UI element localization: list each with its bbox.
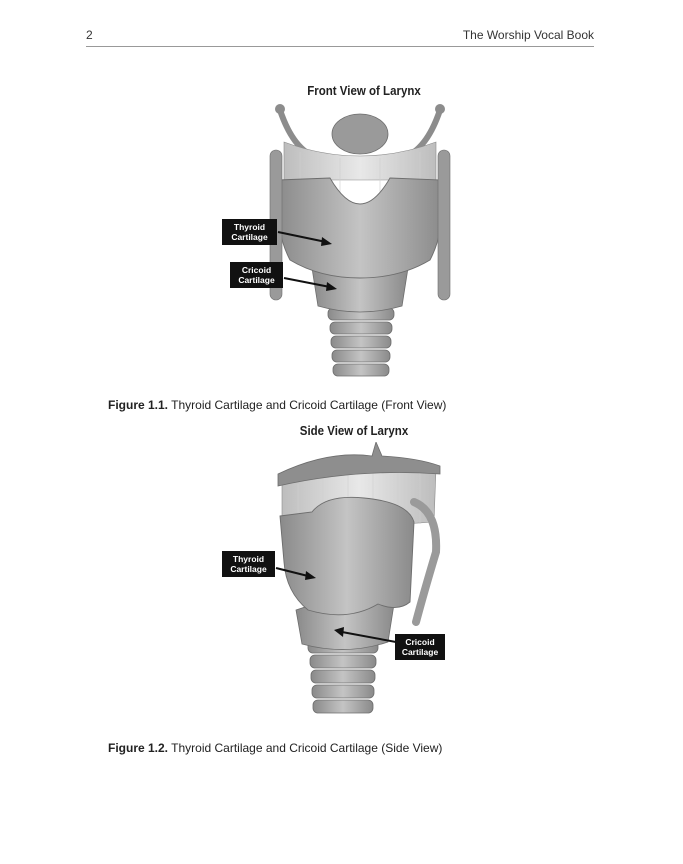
- page-header: [86, 28, 594, 47]
- figure-2-thyroid-arrow: [274, 564, 320, 584]
- figure-1-caption-text: Thyroid Cartilage and Cricoid Cartilage (Front View): [168, 398, 447, 412]
- running-title: The Worship Vocal Book: [462, 28, 594, 42]
- figure-2-cricoid-label: Cricoid Cartilage: [395, 634, 445, 660]
- figure-1-cricoid-label: Cricoid Cartilage: [230, 262, 283, 288]
- page-number: 2: [86, 28, 93, 42]
- figure-1-thyroid-arrow: [276, 226, 336, 250]
- figure-1-caption-number: Figure 1.1.: [108, 398, 169, 412]
- figure-1-caption: [108, 398, 446, 412]
- figure-2-caption-number: Figure 1.2.: [108, 741, 169, 755]
- figure-2-title: Side View of Larynx: [299, 424, 409, 438]
- figure-2-caption: [108, 741, 442, 755]
- figure-1-cricoid-arrow: [282, 272, 342, 296]
- figure-2-cricoid-arrow: [330, 626, 398, 648]
- figure-2-caption-text: Thyroid Cartilage and Cricoid Cartilage (Side View): [168, 741, 443, 755]
- figure-1-thyroid-label: Thyroid Cartilage: [222, 219, 277, 245]
- figure-2-thyroid-label: Thyroid Cartilage: [222, 551, 275, 577]
- figure-1-title: Front View of Larynx: [307, 84, 421, 98]
